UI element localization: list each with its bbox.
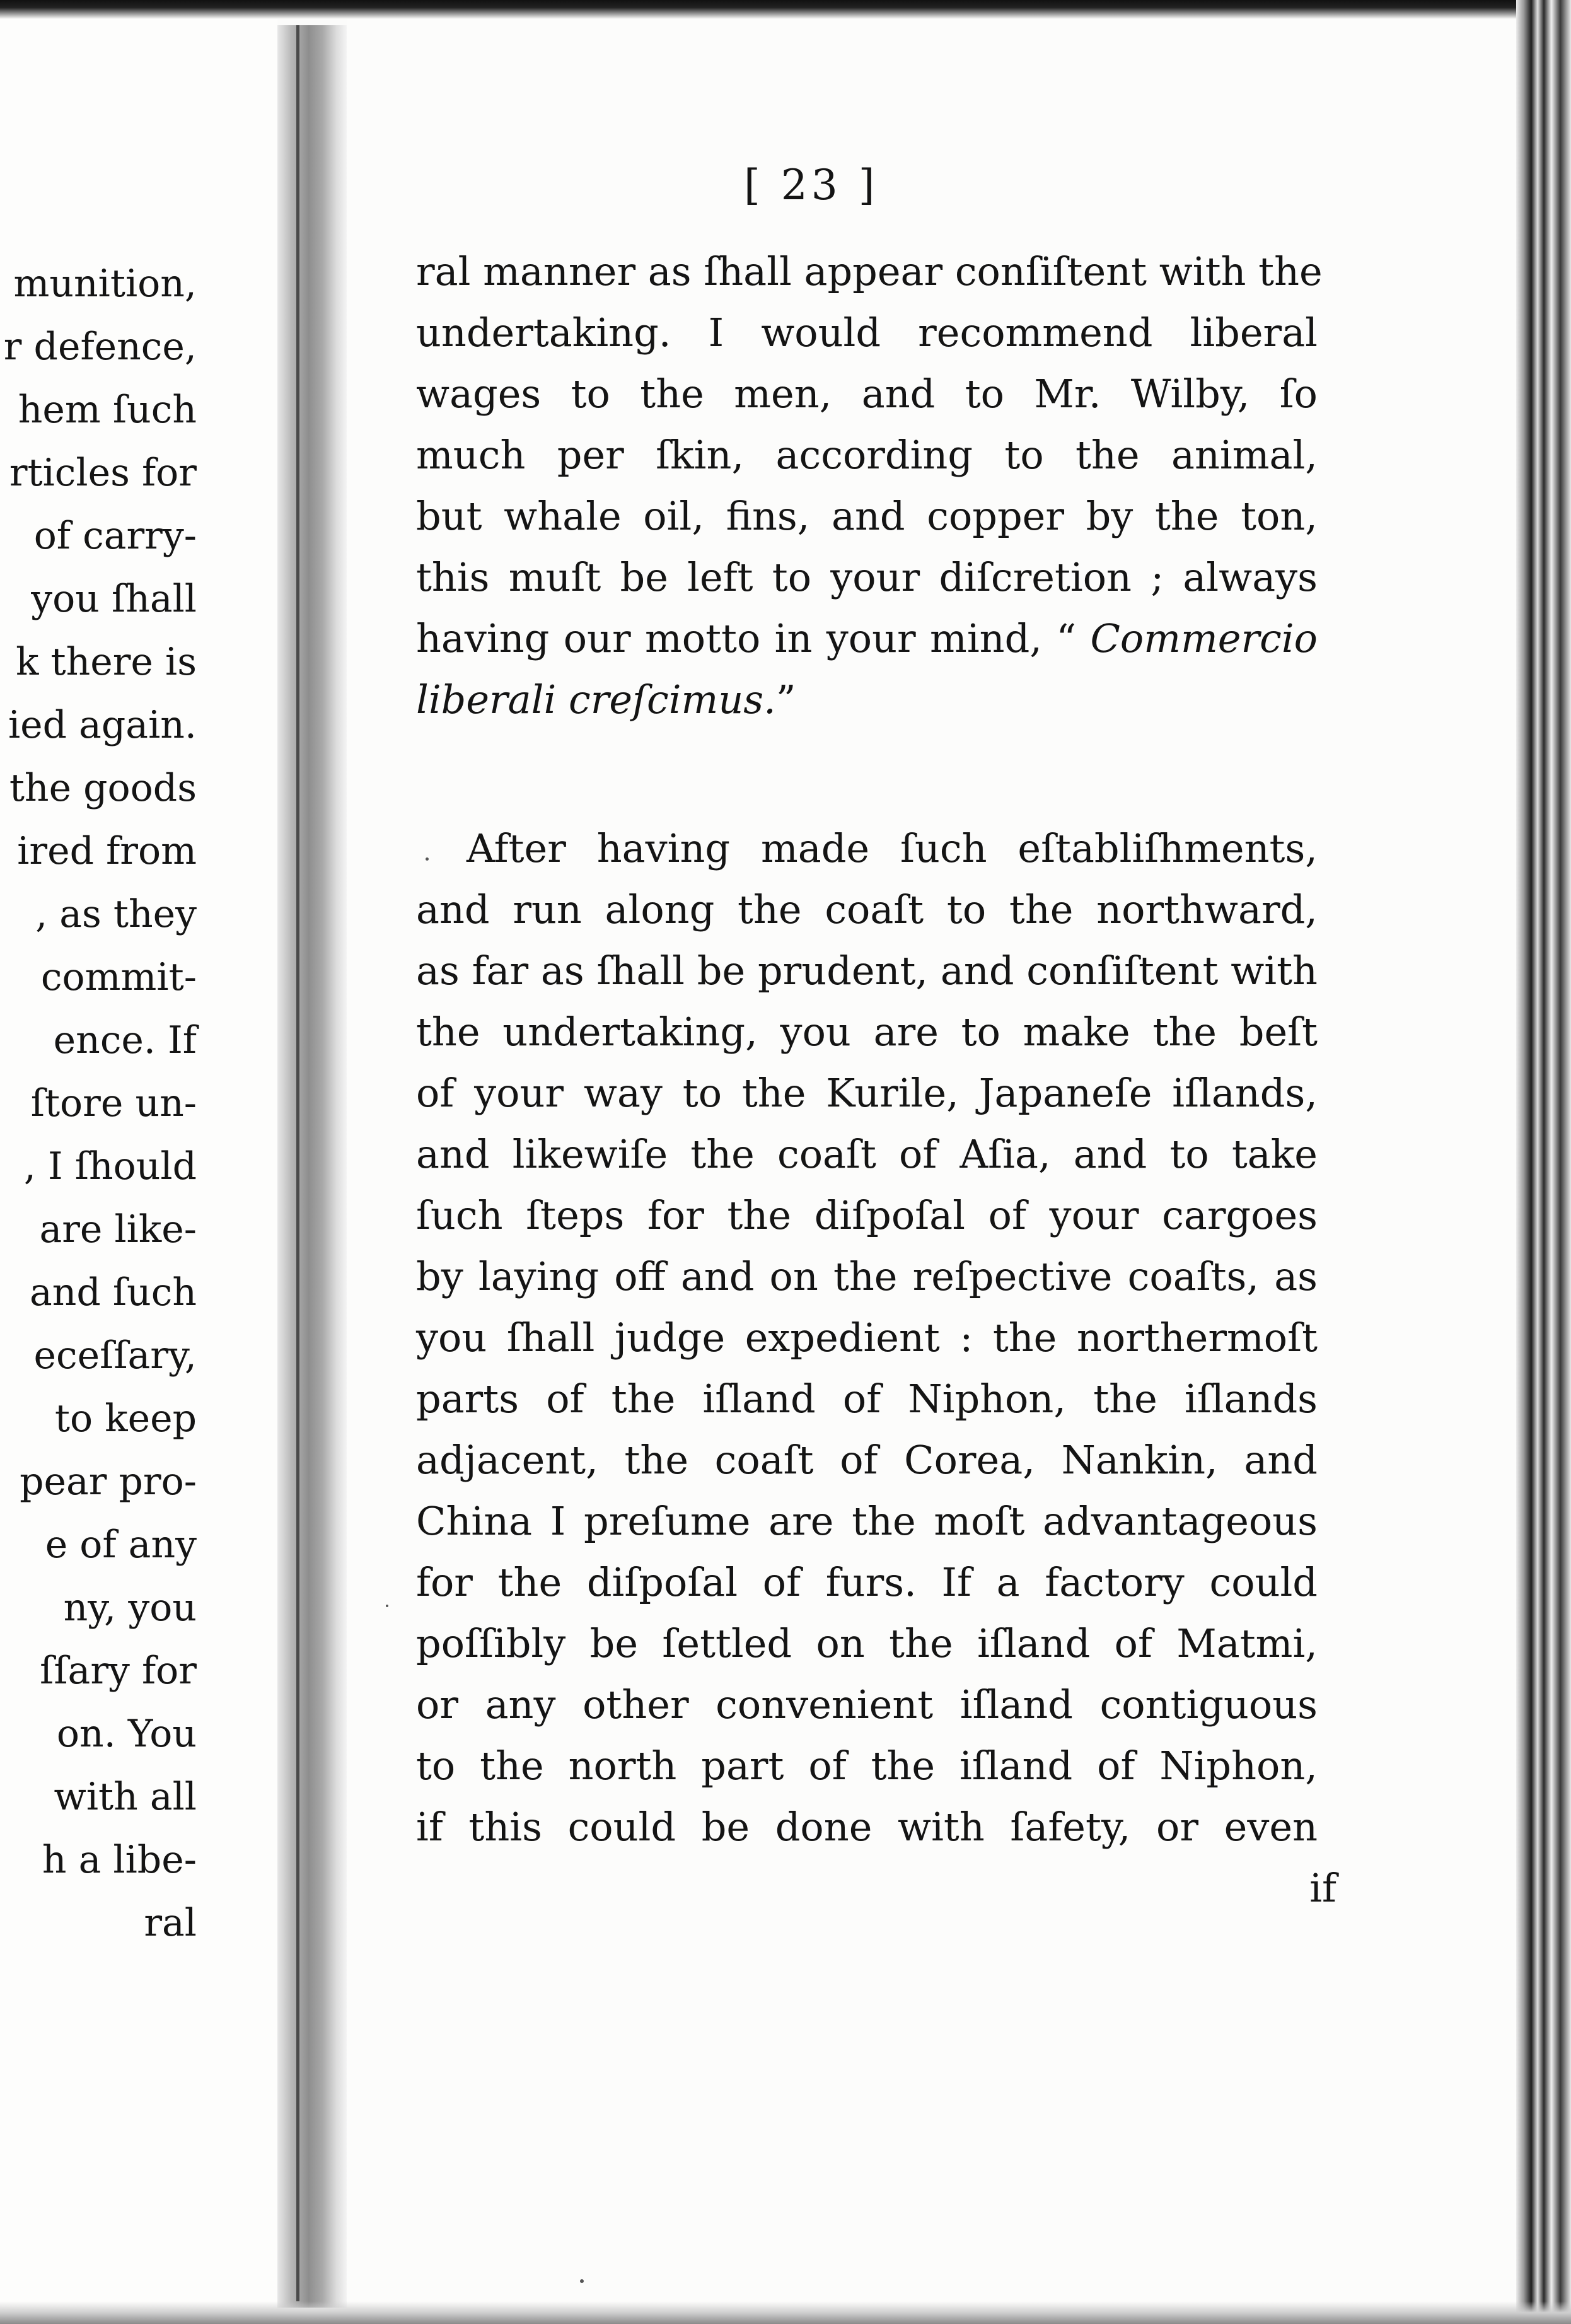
text-line: or any other convenient iſland contiguous xyxy=(416,1682,1318,1728)
ink-speck xyxy=(386,1605,388,1607)
text-line: to the north part of the iſland of Niphon, xyxy=(416,1743,1318,1789)
text-line: as far as ſhall be prudent, and conſiſtent with xyxy=(416,948,1318,994)
left-line: you ſhall xyxy=(31,577,197,621)
left-line: of carry- xyxy=(33,514,197,558)
text-line: the undertaking, you are to make the beſt xyxy=(416,1009,1318,1055)
motto-close-quote: ” xyxy=(775,677,796,723)
left-line: h a libe- xyxy=(42,1838,197,1882)
bottom-page-edge xyxy=(0,2301,1571,2324)
left-line: to keep xyxy=(54,1397,197,1441)
motto-italic-end: liberali creſcimus. xyxy=(416,677,776,723)
text-line: and run along the coaſt to the northward, xyxy=(416,886,1318,933)
left-line: ence. If xyxy=(53,1018,197,1062)
left-line: eceſſary, xyxy=(33,1333,197,1378)
text-line: China I preſume are the moſt advantageous xyxy=(416,1498,1318,1544)
text-line: of your way to the Kurile, Japaneſe iſlands, xyxy=(416,1070,1318,1116)
left-line: ired from xyxy=(17,829,197,873)
book-gutter xyxy=(277,25,347,2308)
text-line: wages to the men, and to Mr. Wilby, ſo xyxy=(416,371,1318,417)
left-line: and ſuch xyxy=(30,1270,197,1315)
left-line: , as they xyxy=(35,892,197,936)
top-page-edge xyxy=(0,0,1571,19)
left-line: the goods xyxy=(9,766,197,810)
text-line: undertaking. I would recommend liberal xyxy=(416,310,1318,356)
ink-speck xyxy=(580,2279,584,2283)
left-line: ſſary for xyxy=(40,1649,197,1693)
left-line: with all xyxy=(54,1775,197,1819)
left-line: e of any xyxy=(45,1523,197,1567)
left-line: hem ſuch xyxy=(18,388,197,432)
right-page-edges xyxy=(1516,0,1571,2324)
text-line: much per ſkin, according to the animal, xyxy=(416,432,1318,478)
page-number: [ 23 ] xyxy=(744,161,879,209)
left-line: , I ſhould xyxy=(23,1144,197,1188)
text-line: for the diſpoſal of furs. If a factory could xyxy=(416,1559,1318,1605)
text-line: if this could be done with ſafety, or even xyxy=(416,1804,1318,1850)
text-line-indent: After having made ſuch eſtabliſhments, xyxy=(467,825,1318,871)
motto-lead: having our motto in your mind, “ xyxy=(416,615,1077,661)
text-line: ral manner as ſhall appear conſiſtent with the xyxy=(416,248,1323,294)
left-line: pear pro- xyxy=(20,1460,197,1504)
left-line: munition, xyxy=(13,262,197,306)
text-line: ſuch ſteps for the diſpoſal of your cargoes xyxy=(416,1192,1318,1238)
text-line: by laying off and on the reſpective coaſts, as xyxy=(416,1253,1318,1299)
text-line: poſſibly be ſettled on the iſland of Matmi, xyxy=(416,1620,1318,1666)
text-line: parts of the iſland of Niphon, the iſlands xyxy=(416,1376,1318,1422)
text-line: but whale oil, fins, and copper by the ton, xyxy=(416,493,1318,539)
text-line: and likewiſe the coaſt of Aſia, and to take xyxy=(416,1131,1318,1177)
text-line: you ſhall judge expedient : the northermoſt xyxy=(416,1315,1318,1361)
text-line-motto-end xyxy=(416,677,1318,723)
text-line: adjacent, the coaſt of Corea, Nankin, and xyxy=(416,1437,1318,1483)
text-line: this muſt be left to your diſcretion ; always xyxy=(416,554,1318,600)
left-line: are like- xyxy=(39,1207,197,1252)
left-line: ral xyxy=(144,1901,197,1945)
left-line: ſtore un- xyxy=(30,1081,197,1125)
motto-italic: Commercio xyxy=(1090,615,1318,661)
left-line: ied again. xyxy=(8,703,197,747)
left-line: on. You xyxy=(56,1712,197,1756)
text-line-motto xyxy=(416,615,1318,661)
left-line: commit- xyxy=(40,955,197,999)
left-line: ny, you xyxy=(63,1586,197,1630)
left-line: k there is xyxy=(16,640,197,684)
gutter-shadow xyxy=(296,25,299,2301)
ink-speck xyxy=(426,857,429,861)
left-line: rticles for xyxy=(9,451,197,495)
left-line: r defence, xyxy=(3,325,197,369)
catchword: if xyxy=(1309,1865,1336,1911)
